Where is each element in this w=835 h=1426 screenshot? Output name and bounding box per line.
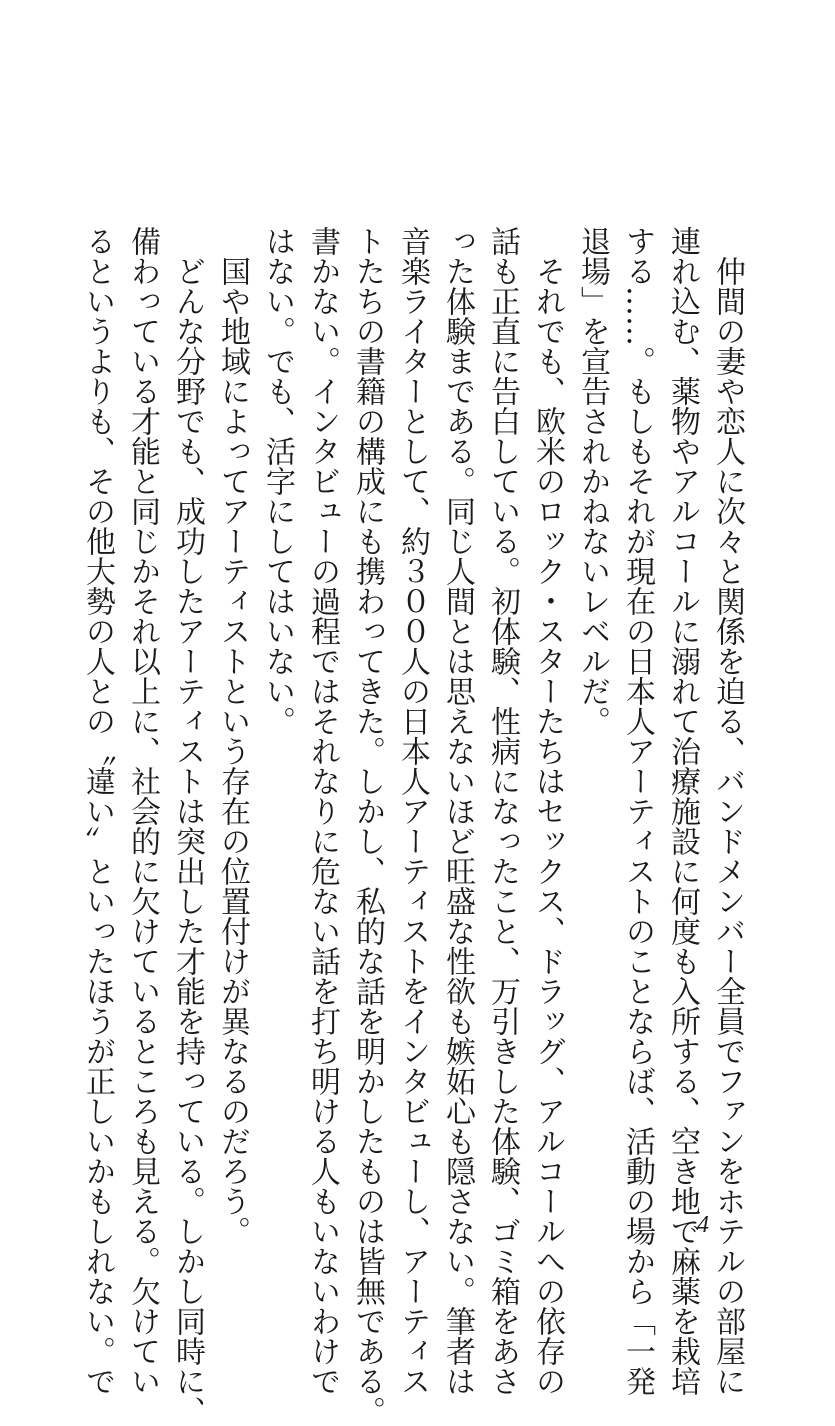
- text-line: 仲間の妻や恋人に次々と関係を迫る、バンドメンバー全員でファンをホテルの部屋に: [710, 226, 745, 1396]
- text-line: 書かない。インタビューの過程ではそれなりに危ない話を打ち明ける人もいないわけで: [305, 226, 340, 1396]
- text-line: トたちの書籍の構成にも携わってきた。しかし、私的な話を明かしたものは皆無である。: [350, 226, 385, 1426]
- text-line: った体験まである。同じ人間とは思えないほど旺盛な性欲も嫉妬心も隠さない。筆者は: [440, 226, 475, 1396]
- text-line: する……。もしもそれが現在の日本人アーティストのことならば、活動の場から「一発: [620, 226, 655, 1396]
- page-number: 4: [697, 1212, 709, 1238]
- text-line: 退場」を宣告されかねないレベルだ。: [575, 226, 610, 736]
- text-line: 音楽ライターとして、約３００人の日本人アーティストをインタビューし、アーティス: [395, 226, 430, 1396]
- text-line: はない。でも、活字にしてはいない。: [260, 226, 295, 736]
- text-line: 備わっている才能と同じかそれ以上に、社会的に欠けているところも見える。欠けてい: [125, 226, 160, 1396]
- text-line: どんな分野でも、成功したアーティストは突出した才能を持っている。しかし同時に、: [170, 226, 205, 1426]
- text-line: 話も正直に告白している。初体験、性病になったこと、万引きした体験、ゴミ箱をあさ: [485, 226, 520, 1396]
- text-line: それでも、欧米のロック・スターたちはセックス、ドラッグ、アルコールへの依存の: [530, 226, 565, 1396]
- text-line: るというよりも、その他大勢の人との〝違い〟といったほうが正しいかもしれない。で: [80, 226, 115, 1396]
- text-line: 連れ込む、薬物やアルコールに溺れて治療施設に何度も入所する、空き地で麻薬を栽培: [665, 226, 700, 1396]
- text-line: 国や地域によってアーティストという存在の位置付けが異なるのだろう。: [215, 226, 250, 1246]
- vertical-body-text: [80, 226, 750, 1426]
